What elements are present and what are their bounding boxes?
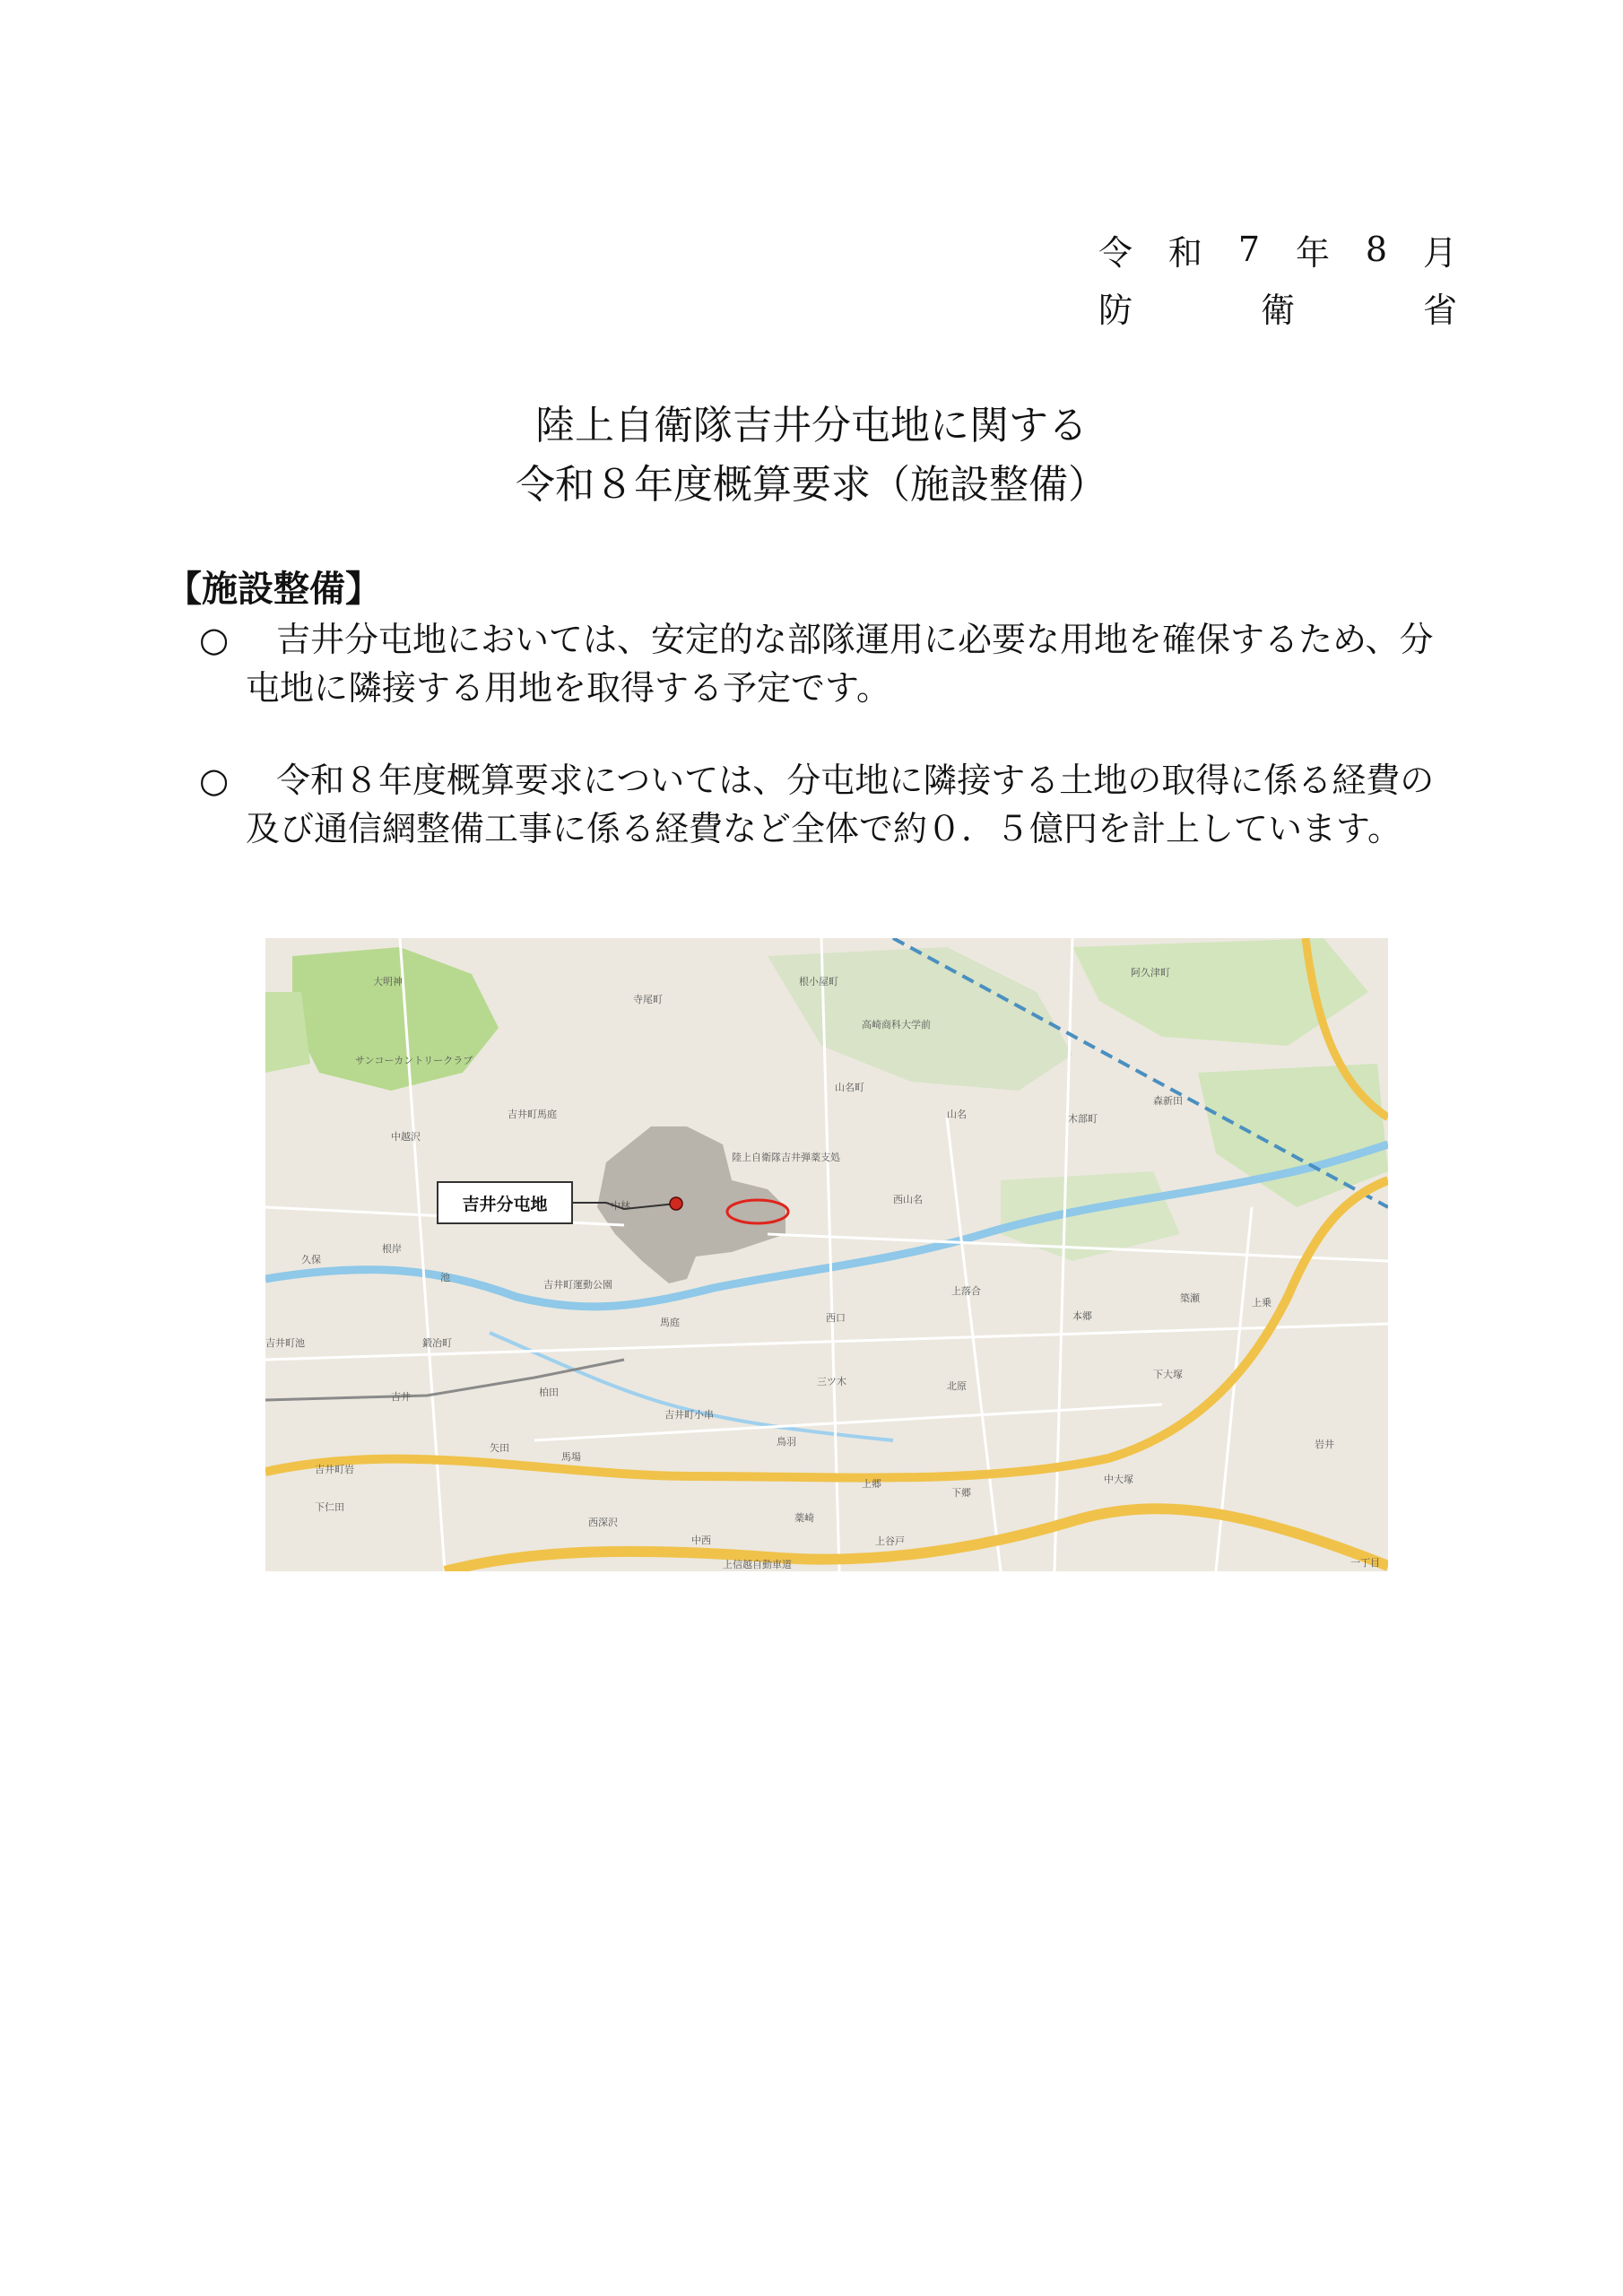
org-char: 衛 bbox=[1260, 290, 1295, 330]
place-label: 岩井 bbox=[1315, 1439, 1334, 1450]
place-label: 鍛冶町 bbox=[422, 1337, 452, 1349]
place-label: 吉井町小串 bbox=[664, 1409, 714, 1421]
section-heading: 【施設整備】 bbox=[166, 569, 381, 610]
paragraph-text: 吉井分屯地においては、安定的な部隊運用に必要な用地を確保するため、分屯地に隣接する用地を取得する予定です。 bbox=[246, 620, 1434, 708]
place-label: 吉井町池 bbox=[265, 1337, 305, 1349]
place-label: 鳥羽 bbox=[777, 1436, 796, 1448]
place-label: 上乗 bbox=[1252, 1297, 1271, 1309]
place-label: 柏田 bbox=[539, 1387, 559, 1398]
bullet-circle: ○ bbox=[199, 620, 230, 659]
place-label: 馬庭 bbox=[660, 1317, 680, 1328]
date-char: 7 bbox=[1237, 230, 1261, 269]
place-label: 西口 bbox=[826, 1312, 846, 1324]
place-label: 上落合 bbox=[951, 1285, 981, 1297]
place-label: 一丁目 bbox=[1350, 1557, 1380, 1569]
callout-label: 吉井分屯地 bbox=[462, 1195, 548, 1214]
location-map bbox=[265, 938, 1388, 1571]
place-label: サンコーカントリークラブ bbox=[355, 1055, 473, 1066]
place-label: 木部町 bbox=[1068, 1113, 1098, 1125]
place-label: 上谷戸 bbox=[875, 1535, 905, 1547]
place-label: 根岸 bbox=[382, 1243, 402, 1255]
place-label: 高崎商科大学前 bbox=[862, 1019, 931, 1031]
place-label: 下仁田 bbox=[315, 1501, 344, 1513]
header-date bbox=[1098, 222, 1457, 276]
paragraph-text: 令和８年度概算要求については、分屯地に隣接する土地の取得に係る経費の及び通信網整備工事に係る経費など全体で約０．５億円を計上しています。 bbox=[246, 761, 1435, 848]
place-label: 中越沢 bbox=[391, 1131, 421, 1143]
place-label: 北原 bbox=[947, 1380, 967, 1392]
place-label: 上郷 bbox=[862, 1478, 881, 1490]
place-label: 久保 bbox=[301, 1254, 321, 1265]
place-label: 上信越自動車道 bbox=[723, 1559, 792, 1570]
place-label: 池 bbox=[440, 1272, 450, 1283]
place-label: 寺尾町 bbox=[633, 994, 663, 1005]
date-char: 年 bbox=[1295, 232, 1330, 273]
org-char: 省 bbox=[1422, 290, 1457, 330]
place-label: 西深沢 bbox=[588, 1517, 618, 1528]
place-label: 馬場 bbox=[561, 1451, 581, 1463]
place-label: 山名町 bbox=[835, 1082, 864, 1093]
place-label: 大明神 bbox=[373, 976, 403, 987]
place-label: 下大塚 bbox=[1153, 1369, 1183, 1380]
org-char: 防 bbox=[1098, 290, 1133, 330]
place-label: 吉井町馬庭 bbox=[508, 1109, 557, 1120]
header-organization bbox=[1098, 280, 1457, 334]
date-char: 令 bbox=[1098, 232, 1133, 273]
map-svg bbox=[265, 938, 1388, 1571]
document-title-line2: 令和８年度概算要求（施設整備） bbox=[516, 462, 1107, 508]
place-label: 中林 bbox=[611, 1200, 630, 1212]
place-label: 阿久津町 bbox=[1131, 967, 1170, 978]
place-label: 吉井町岩 bbox=[315, 1464, 354, 1475]
document-title-line1: 陸上自衛隊吉井分屯地に関する bbox=[535, 403, 1088, 448]
place-label: 中大塚 bbox=[1104, 1474, 1133, 1485]
place-label: 築瀬 bbox=[1180, 1292, 1200, 1304]
place-label: 中西 bbox=[691, 1535, 711, 1546]
place-label: 陸上自衛隊吉井弾薬支処 bbox=[732, 1152, 840, 1163]
place-label: 山名 bbox=[947, 1109, 967, 1120]
place-label: 吉井 bbox=[391, 1391, 411, 1403]
place-label: 西山名 bbox=[893, 1194, 923, 1205]
place-label: 矢田 bbox=[490, 1442, 509, 1454]
place-label: 本郷 bbox=[1072, 1310, 1092, 1322]
place-label: 根小屋町 bbox=[799, 976, 838, 987]
place-label: 吉井町運動公園 bbox=[543, 1279, 612, 1291]
base-marker bbox=[670, 1197, 682, 1210]
date-char: 月 bbox=[1422, 232, 1457, 273]
bullet-circle: ○ bbox=[199, 761, 230, 800]
date-char: 和 bbox=[1167, 232, 1202, 273]
place-label: 下郷 bbox=[951, 1487, 971, 1499]
date-char: 8 bbox=[1365, 230, 1388, 269]
place-label: 三ツ木 bbox=[817, 1376, 846, 1387]
place-label: 森新田 bbox=[1153, 1095, 1183, 1107]
place-label: 薬崎 bbox=[794, 1512, 814, 1524]
